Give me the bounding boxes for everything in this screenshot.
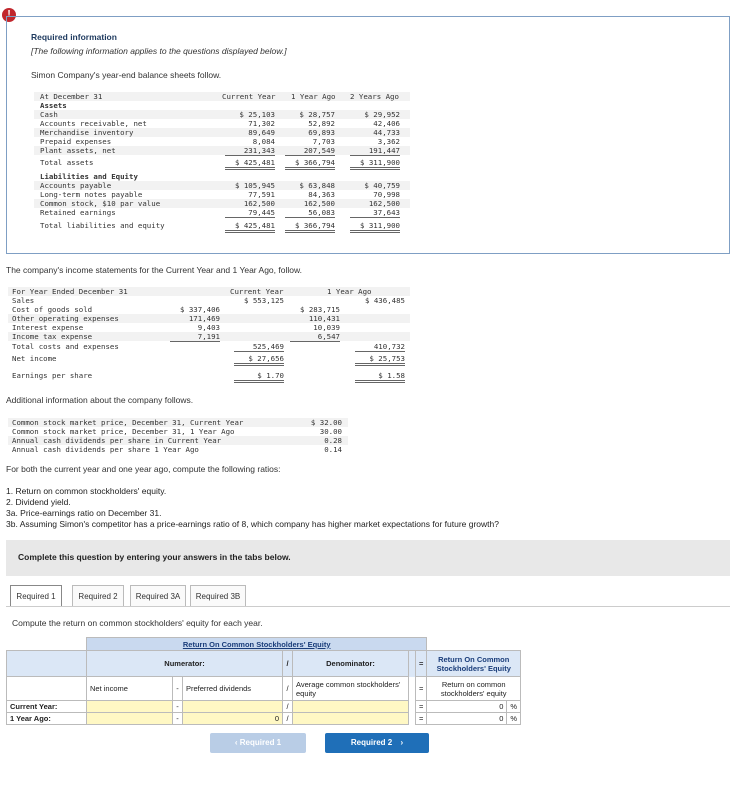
bs-liab-row-1yr: 84,363 xyxy=(308,190,335,199)
pref-div-input-current[interactable] xyxy=(183,701,283,713)
net-income-input-current[interactable] xyxy=(87,701,173,713)
roe-result-1yr: 0 xyxy=(427,713,507,725)
bs-col-current: Current Year xyxy=(222,92,276,101)
bs-liab-label: Liabilities and Equity xyxy=(40,172,138,181)
minus-sign: - xyxy=(173,713,183,725)
bs-row-2yr: 191,447 xyxy=(350,146,400,156)
question-item: 1. Return on common stockholders' equity. xyxy=(6,486,167,496)
tab-required-3b[interactable]: Required 3B xyxy=(190,585,246,607)
alert-icon: ! xyxy=(2,8,16,22)
bs-row-2yr: 44,733 xyxy=(373,128,400,137)
is-net-income-1yr: $ 25,753 xyxy=(355,354,405,366)
is-item-1yr: 110,431 xyxy=(308,314,340,323)
bs-liab-row-label: Long-term notes payable xyxy=(40,190,143,199)
additional-value: 0.14 xyxy=(324,445,342,454)
row-label-1-year-ago: 1 Year Ago: xyxy=(7,713,87,725)
bs-row-1yr: 52,892 xyxy=(308,119,335,128)
bs-row-1yr: 207,549 xyxy=(285,146,335,156)
is-item-label: Interest expense xyxy=(12,323,84,332)
bs-col-1yr: 1 Year Ago xyxy=(291,92,336,101)
minus-sign: - xyxy=(173,677,183,701)
bs-row-2yr: $ 29,952 xyxy=(364,110,400,119)
is-net-income-cur: $ 27,656 xyxy=(234,354,284,366)
question-item: 3b. Assuming Simon's competitor has a price-earnings ratio of 8, which company has higher market expectations for future growth? xyxy=(6,519,499,529)
income-intro: The company's income statements for the Current Year and 1 Year Ago, follow. xyxy=(6,265,302,275)
result-label: Return On Common Stockholders' Equity xyxy=(427,651,521,677)
bs-row-cur: 71,302 xyxy=(248,119,275,128)
bs-row-cur: 231,343 xyxy=(225,146,275,156)
additional-label: Common stock market price, December 31, Current Year xyxy=(12,418,244,427)
is-item-label: Other operating expenses xyxy=(12,314,119,323)
next-required-button[interactable] xyxy=(325,733,429,753)
question-item: 3a. Price-earnings ratio on December 31. xyxy=(6,508,162,518)
additional-value: 0.28 xyxy=(324,436,342,445)
bs-liab-row-1yr: $ 63,848 xyxy=(299,181,335,190)
bs-row-2yr: 3,362 xyxy=(377,137,400,146)
is-total-costs-label: Total costs and expenses xyxy=(12,342,119,351)
equals-sign: = xyxy=(416,713,427,725)
chevron-left-icon: ‹ xyxy=(234,738,238,747)
bs-row-1yr: $ 28,757 xyxy=(299,110,335,119)
is-item-1yr: $ 283,715 xyxy=(299,305,340,314)
bs-row-cur: $ 25,103 xyxy=(239,110,275,119)
bs-header-label: At December 31 xyxy=(40,92,103,101)
row-label-current-year: Current Year: xyxy=(7,701,87,713)
additional-value: $ 32.00 xyxy=(310,418,342,427)
bs-total-liab-label: Total liabilities and equity xyxy=(40,221,165,230)
bs-row-label: Plant assets, net xyxy=(40,146,116,155)
is-item-1yr: 6,547 xyxy=(290,332,340,342)
bs-assets-label: Assets xyxy=(40,101,67,110)
bs-liab-row-label: Retained earnings xyxy=(40,208,116,217)
bs-row-cur: 8,084 xyxy=(252,137,275,146)
is-item-label: Cost of goods sold xyxy=(12,305,93,314)
percent-sign: % xyxy=(507,713,521,725)
bs-liab-row-2yr: 70,998 xyxy=(373,190,400,199)
roe-col-label: Return on common stockholders' equity xyxy=(427,677,521,701)
compute-instruction: Compute the return on common stockholders' equity for each year. xyxy=(12,618,263,628)
bs-liab-row-label: Common stock, $10 par value xyxy=(40,199,161,208)
bs-row-cur: 89,649 xyxy=(248,128,275,137)
additional-label: Annual cash dividends per share in Current Year xyxy=(12,436,222,445)
division-sign: / xyxy=(283,677,293,701)
required-info-title: Required information xyxy=(31,32,117,42)
is-col-1yr: 1 Year Ago xyxy=(327,287,372,296)
required-info-subtitle: [The following information applies to the questions displayed below.] xyxy=(31,46,287,56)
balance-sheet-intro: Simon Company's year-end balance sheets follow. xyxy=(31,70,222,80)
bs-liab-row-2yr: $ 40,759 xyxy=(364,181,400,190)
prev-required-button[interactable] xyxy=(210,733,306,753)
bs-liab-row-1yr: 56,083 xyxy=(285,208,335,218)
bs-total-assets-1yr: $ 366,794 xyxy=(285,158,335,170)
minus-sign: - xyxy=(173,701,183,713)
additional-value: 30.00 xyxy=(319,427,342,436)
is-item-cur: 171,469 xyxy=(188,314,220,323)
is-item-cur: 9,403 xyxy=(197,323,220,332)
is-item-1yr: 10,039 xyxy=(313,323,340,332)
instructions-text: Complete this question by entering your answers in the tabs below. xyxy=(18,552,291,562)
division-sign: / xyxy=(283,651,293,677)
avg-equity-input-current[interactable] xyxy=(293,701,409,713)
bs-col-2yr: 2 Years Ago xyxy=(350,92,399,101)
bs-row-label: Cash xyxy=(40,110,58,119)
tab-required-2[interactable]: Required 2 xyxy=(72,585,124,607)
percent-sign: % xyxy=(507,701,521,713)
bs-total-assets-cur: $ 425,481 xyxy=(225,158,275,170)
is-total-costs-1yr: 410,732 xyxy=(355,342,405,352)
is-eps-cur: $ 1.70 xyxy=(234,371,284,383)
bs-row-1yr: 69,893 xyxy=(308,128,335,137)
bs-liab-row-label: Accounts payable xyxy=(40,181,112,190)
bs-liab-row-cur: 162,500 xyxy=(243,199,275,208)
bs-liab-row-1yr: 162,500 xyxy=(303,199,335,208)
question-item: 2. Dividend yield. xyxy=(6,497,71,507)
is-item-cur: $ 337,406 xyxy=(179,305,220,314)
roe-table xyxy=(6,637,521,725)
denominator-label: Denominator: xyxy=(293,651,409,677)
bs-row-label: Accounts receivable, net xyxy=(40,119,147,128)
is-sales-cur: $ 553,125 xyxy=(243,296,284,305)
is-total-costs-cur: 525,469 xyxy=(234,342,284,352)
is-eps-label: Earnings per share xyxy=(12,371,93,380)
is-col-current: Current Year xyxy=(230,287,284,296)
bs-row-1yr: 7,703 xyxy=(312,137,335,146)
is-net-income-label: Net income xyxy=(12,354,57,363)
equals-sign: = xyxy=(416,701,427,713)
additional-label: Annual cash dividends per share 1 Year Ago xyxy=(12,445,199,454)
instructions-bar xyxy=(6,540,730,576)
additional-label: Common stock market price, December 31, 1 Year Ago xyxy=(12,427,235,436)
bs-row-label: Merchandise inventory xyxy=(40,128,134,137)
bs-total-liab-2yr: $ 311,900 xyxy=(350,221,400,233)
is-eps-1yr: $ 1.58 xyxy=(355,371,405,383)
roe-result-current: 0 xyxy=(427,701,507,713)
equals-sign: = xyxy=(416,677,427,701)
bs-liab-row-2yr: 37,643 xyxy=(350,208,400,218)
bs-row-label: Prepaid expenses xyxy=(40,137,112,146)
is-header-label: For Year Ended December 31 xyxy=(12,287,128,296)
ratios-intro: For both the current year and one year ago, compute the following ratios: xyxy=(6,464,281,474)
equals-sign: = xyxy=(416,651,427,677)
numerator-label: Numerator: xyxy=(87,651,283,677)
next-button-label: Required 2 xyxy=(350,738,393,747)
prev-button-label: Required 1 xyxy=(239,738,282,747)
division-sign: / xyxy=(283,713,293,725)
pref-div-input-1yr[interactable]: 0 xyxy=(183,713,283,725)
bs-total-liab-1yr: $ 366,794 xyxy=(285,221,335,233)
is-sales-1yr: $ 436,485 xyxy=(364,296,405,305)
additional-intro: Additional information about the company follows. xyxy=(6,395,194,405)
bs-total-assets-2yr: $ 311,900 xyxy=(350,158,400,170)
tab-required-1[interactable]: Required 1 xyxy=(10,585,62,607)
is-item-cur: 7,191 xyxy=(170,332,220,342)
division-sign: / xyxy=(283,701,293,713)
roe-table-title: Return On Common Stockholders' Equity xyxy=(87,638,427,651)
is-sales-label: Sales xyxy=(12,296,35,305)
bs-liab-row-cur: 77,591 xyxy=(248,190,275,199)
net-income-col-label: Net income xyxy=(87,677,173,701)
bs-liab-row-2yr: 162,500 xyxy=(368,199,400,208)
avg-equity-col-label: Average common stockholders' equity xyxy=(293,677,409,701)
bs-row-2yr: 42,406 xyxy=(373,119,400,128)
chevron-right-icon: › xyxy=(400,738,404,747)
bs-total-assets-label: Total assets xyxy=(40,158,94,167)
bs-liab-row-cur: $ 105,945 xyxy=(234,181,275,190)
avg-equity-input-1yr[interactable] xyxy=(293,713,409,725)
net-income-input-1yr[interactable] xyxy=(87,713,173,725)
pref-div-col-label: Preferred dividends xyxy=(183,677,283,701)
bs-liab-row-cur: 79,445 xyxy=(225,208,275,218)
tab-required-3a[interactable]: Required 3A xyxy=(130,585,186,607)
bs-total-liab-cur: $ 425,481 xyxy=(225,221,275,233)
is-item-label: Income tax expense xyxy=(12,332,93,341)
